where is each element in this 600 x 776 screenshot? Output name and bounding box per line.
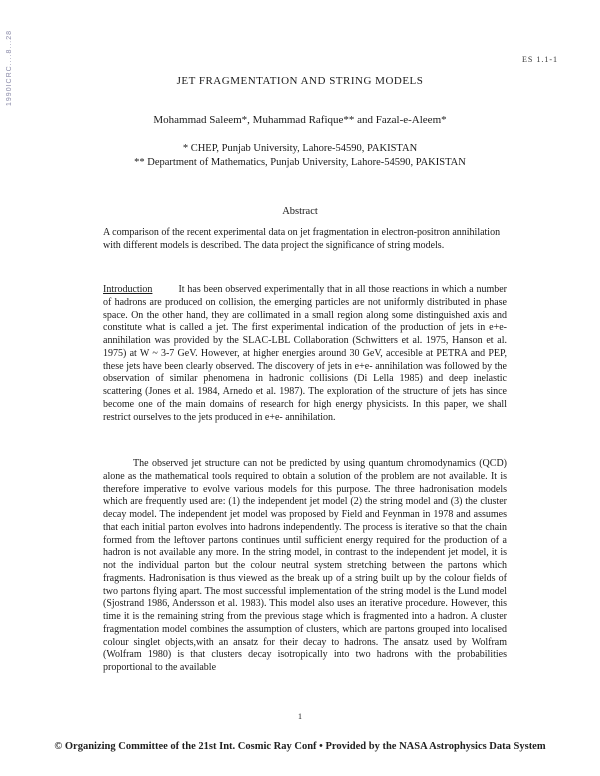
page-number: 1 [298, 712, 302, 721]
intro-paragraph-2: The observed jet structure can not be predicted by using quantum chromodynamics (QCD) alone as the mathematical tools required to obtain a solution of the problem are not available. It is therefore imperative to evolve various models for this purpose. The three hadronisation models which are frequently used are: (1) the independent jet model (2) the string model and (3) the cluster decay model. The independent jet model was proposed by Field and Feynman in 1978 and assumes that each initial parton evolves into hadrons independently. The process is iterative so that the chain formed from the leftover partons continues until sufficient energy required for the production of a hadron is not available any more. In the string model, in contrast to the independent jet model, it is not the individual parton but the colour neutral system stretching between the partons which fragments. Hadronisation is thus viewed as the break up of a string built up by the colour fields of two partons flying apart. The most successful implementation of the string model is the Lund model (Sjostrand 1986, Andersson et al. 1983). This model also uses an iterative procedure. However, this time it is the remaining string from the previous stage which is fragmented into a hadron. A cluster fragmentation model combines the assumption of clusters, which are partons grouped into localised colour singlet objects,with an ansatz for their decay to hadrons. The ansatz used by Wolfram (Wolfram 1980) is that clusters decay isotropically into two hadrons with the probabilities proportional to the available [103, 458, 507, 673]
paper-title: JET FRAGMENTATION AND STRING MODELS [176, 75, 424, 87]
abstract-text: A comparison of the recent experimental data on jet fragmentation in electron-positron annihilation with different models is described. The data project the significance of string models. [103, 227, 501, 251]
footer-credit: © Organizing Committee of the 21st Int. Cosmic Ray Conf • Provided by the NASA Astrophysics Data System [54, 741, 546, 752]
intro-paragraph-1 [103, 284, 507, 424]
affiliation-2: ** Department of Mathematics, Punjab University, Lahore-54590, PAKISTAN [134, 157, 466, 168]
intro-paragraph-1-text: It has been observed experimentally that in all those reactions in which a number of hadrons are produced on collision, the emerging particles are not uniformly distributed in phase space. On the other hand, they are collimated in a small region along some distinguished axis and constitute what is called a jet. The first experimental indication of the production of jets in e+e- annihilation was provided by the SLAC-LBL Collaboration (Schwitters et al. 1975, Hanson et al. 1975) at W ~ 3-7 GeV. However, at higher energies around 30 GeV, accesible at PETRA and PEP, these jets have been clearly observed. The discovery of jets in e+e- annihilation was followed by the observation of similar phenomena in hadronic collisions (Di Lella 1985) and deep inelastic scattering (Jones et al. 1984, Arnedo et al. 1987). The exploration of the structure of jets has since become one of the main domains of research for high energy physicists. In this paper, we shall restrict ourselves to the jets produced in e+e- annihilation. [103, 284, 507, 423]
author-list: Mohammad Saleem*, Muhammad Rafique** and Fazal-e-Aleem* [153, 114, 447, 126]
paper-code: ES 1.1-1 [522, 55, 558, 64]
intro-heading: Introduction [103, 284, 153, 295]
abstract-heading: Abstract [282, 206, 318, 217]
ads-bibcode: 1990ICRC....8...28 [6, 30, 13, 106]
affiliation-1: * CHEP, Punjab University, Lahore-54590, PAKISTAN [182, 143, 418, 154]
